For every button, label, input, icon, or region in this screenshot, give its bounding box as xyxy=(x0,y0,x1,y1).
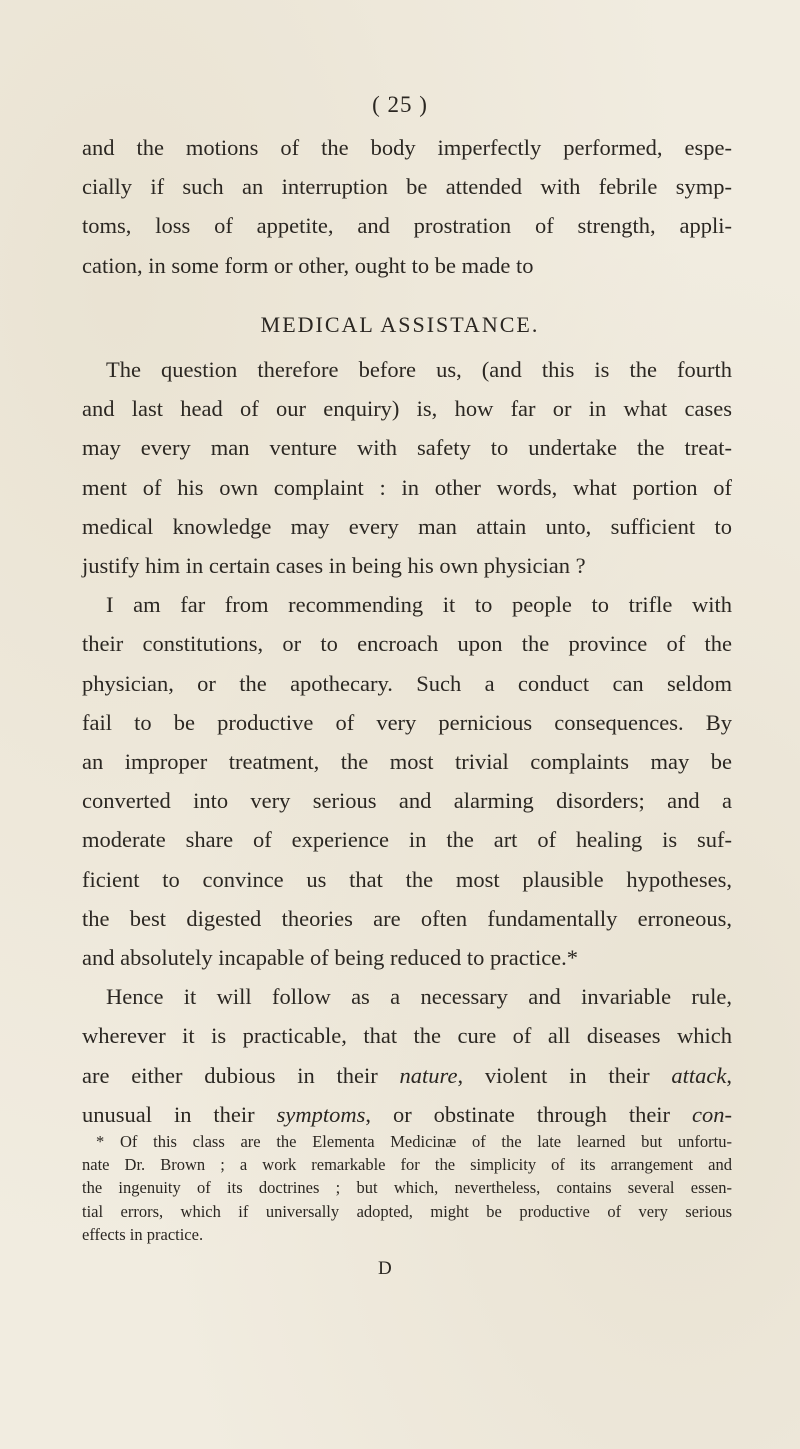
text-line: ment of his own complaint : in other words, what portion of xyxy=(82,474,732,500)
text-line: I am far from recommending it to people to trifle with xyxy=(106,592,732,618)
italic-word: con- xyxy=(692,1101,732,1127)
paragraph-1 xyxy=(82,128,732,285)
text-fragment: , xyxy=(726,1062,732,1088)
text-line: medical knowledge may every man attain unto, sufficient to xyxy=(82,513,732,539)
italic-word: attack xyxy=(671,1062,727,1088)
footnote-line: tial errors, which if universally adopted, might be productive of very serious xyxy=(82,1201,732,1221)
text-line: fail to be productive of very pernicious consequences. By xyxy=(82,709,732,735)
text-line: toms, loss of appetite, and prostration of strength, appli- xyxy=(82,213,732,239)
text-line xyxy=(82,1056,732,1095)
text-line: Hence it will follow as a necessary and invariable rule, xyxy=(106,984,732,1010)
text-line: physician, or the apothecary. Such a conduct can seldom xyxy=(82,670,732,696)
text-line: and last head of our enquiry) is, how far or in what cases xyxy=(82,396,732,422)
text-fragment: unusual in their xyxy=(82,1101,277,1127)
page-number: ( 25 ) xyxy=(372,92,428,117)
text-line: wherever it is practicable, that the cure of all diseases which xyxy=(82,1023,732,1049)
text-line: ficient to convince us that the most plausible hypotheses, xyxy=(82,866,732,892)
italic-word: symptoms xyxy=(276,1101,366,1127)
text-line: may every man venture with safety to undertake the treat- xyxy=(82,435,732,461)
footnote-line: the ingenuity of its doctrines ; but which, nevertheless, contains several essen- xyxy=(82,1178,732,1198)
text-line: and the motions of the body imperfectly performed, espe- xyxy=(82,135,732,160)
text-line: justify him in certain cases in being his own physician ? xyxy=(82,553,586,579)
text-line: cation, in some form or other, ought to be made to xyxy=(82,252,534,278)
text-fragment: are either dubious in their xyxy=(82,1062,400,1088)
footnote-line: nate Dr. Brown ; a work remarkable for the simplicity of its arrangement and xyxy=(82,1155,732,1175)
text-line: cially if such an interruption be attended with febrile symp- xyxy=(82,174,732,200)
body-text xyxy=(82,350,732,1134)
text-fragment: , or obstinate through their xyxy=(365,1101,693,1127)
text-fragment: , violent in their xyxy=(457,1062,672,1088)
text-line: the best digested theories are often fundamentally erroneous, xyxy=(82,905,732,931)
italic-word: nature xyxy=(399,1062,458,1088)
section-heading: MEDICAL ASSISTANCE. xyxy=(260,312,540,337)
footnote xyxy=(82,1130,732,1246)
text-line: an improper treatment, the most trivial complaints may be xyxy=(82,749,732,775)
text-line: The question therefore before us, (and this is the fourth xyxy=(106,357,732,382)
footnote-line: * Of this class are the Elementa Medicinæ of the late learned but unfortu- xyxy=(96,1132,732,1151)
text-line: converted into very serious and alarming disorders; and a xyxy=(82,788,732,814)
footnote-line: effects in practice. xyxy=(82,1224,204,1244)
text-line: their constitutions, or to encroach upon the province of the xyxy=(82,631,732,657)
text-line xyxy=(82,1095,732,1134)
text-line: moderate share of experience in the art of healing is suf- xyxy=(82,827,732,853)
signature-mark: D xyxy=(378,1258,392,1279)
text-line: and absolutely incapable of being reduced to practice.* xyxy=(82,945,579,971)
